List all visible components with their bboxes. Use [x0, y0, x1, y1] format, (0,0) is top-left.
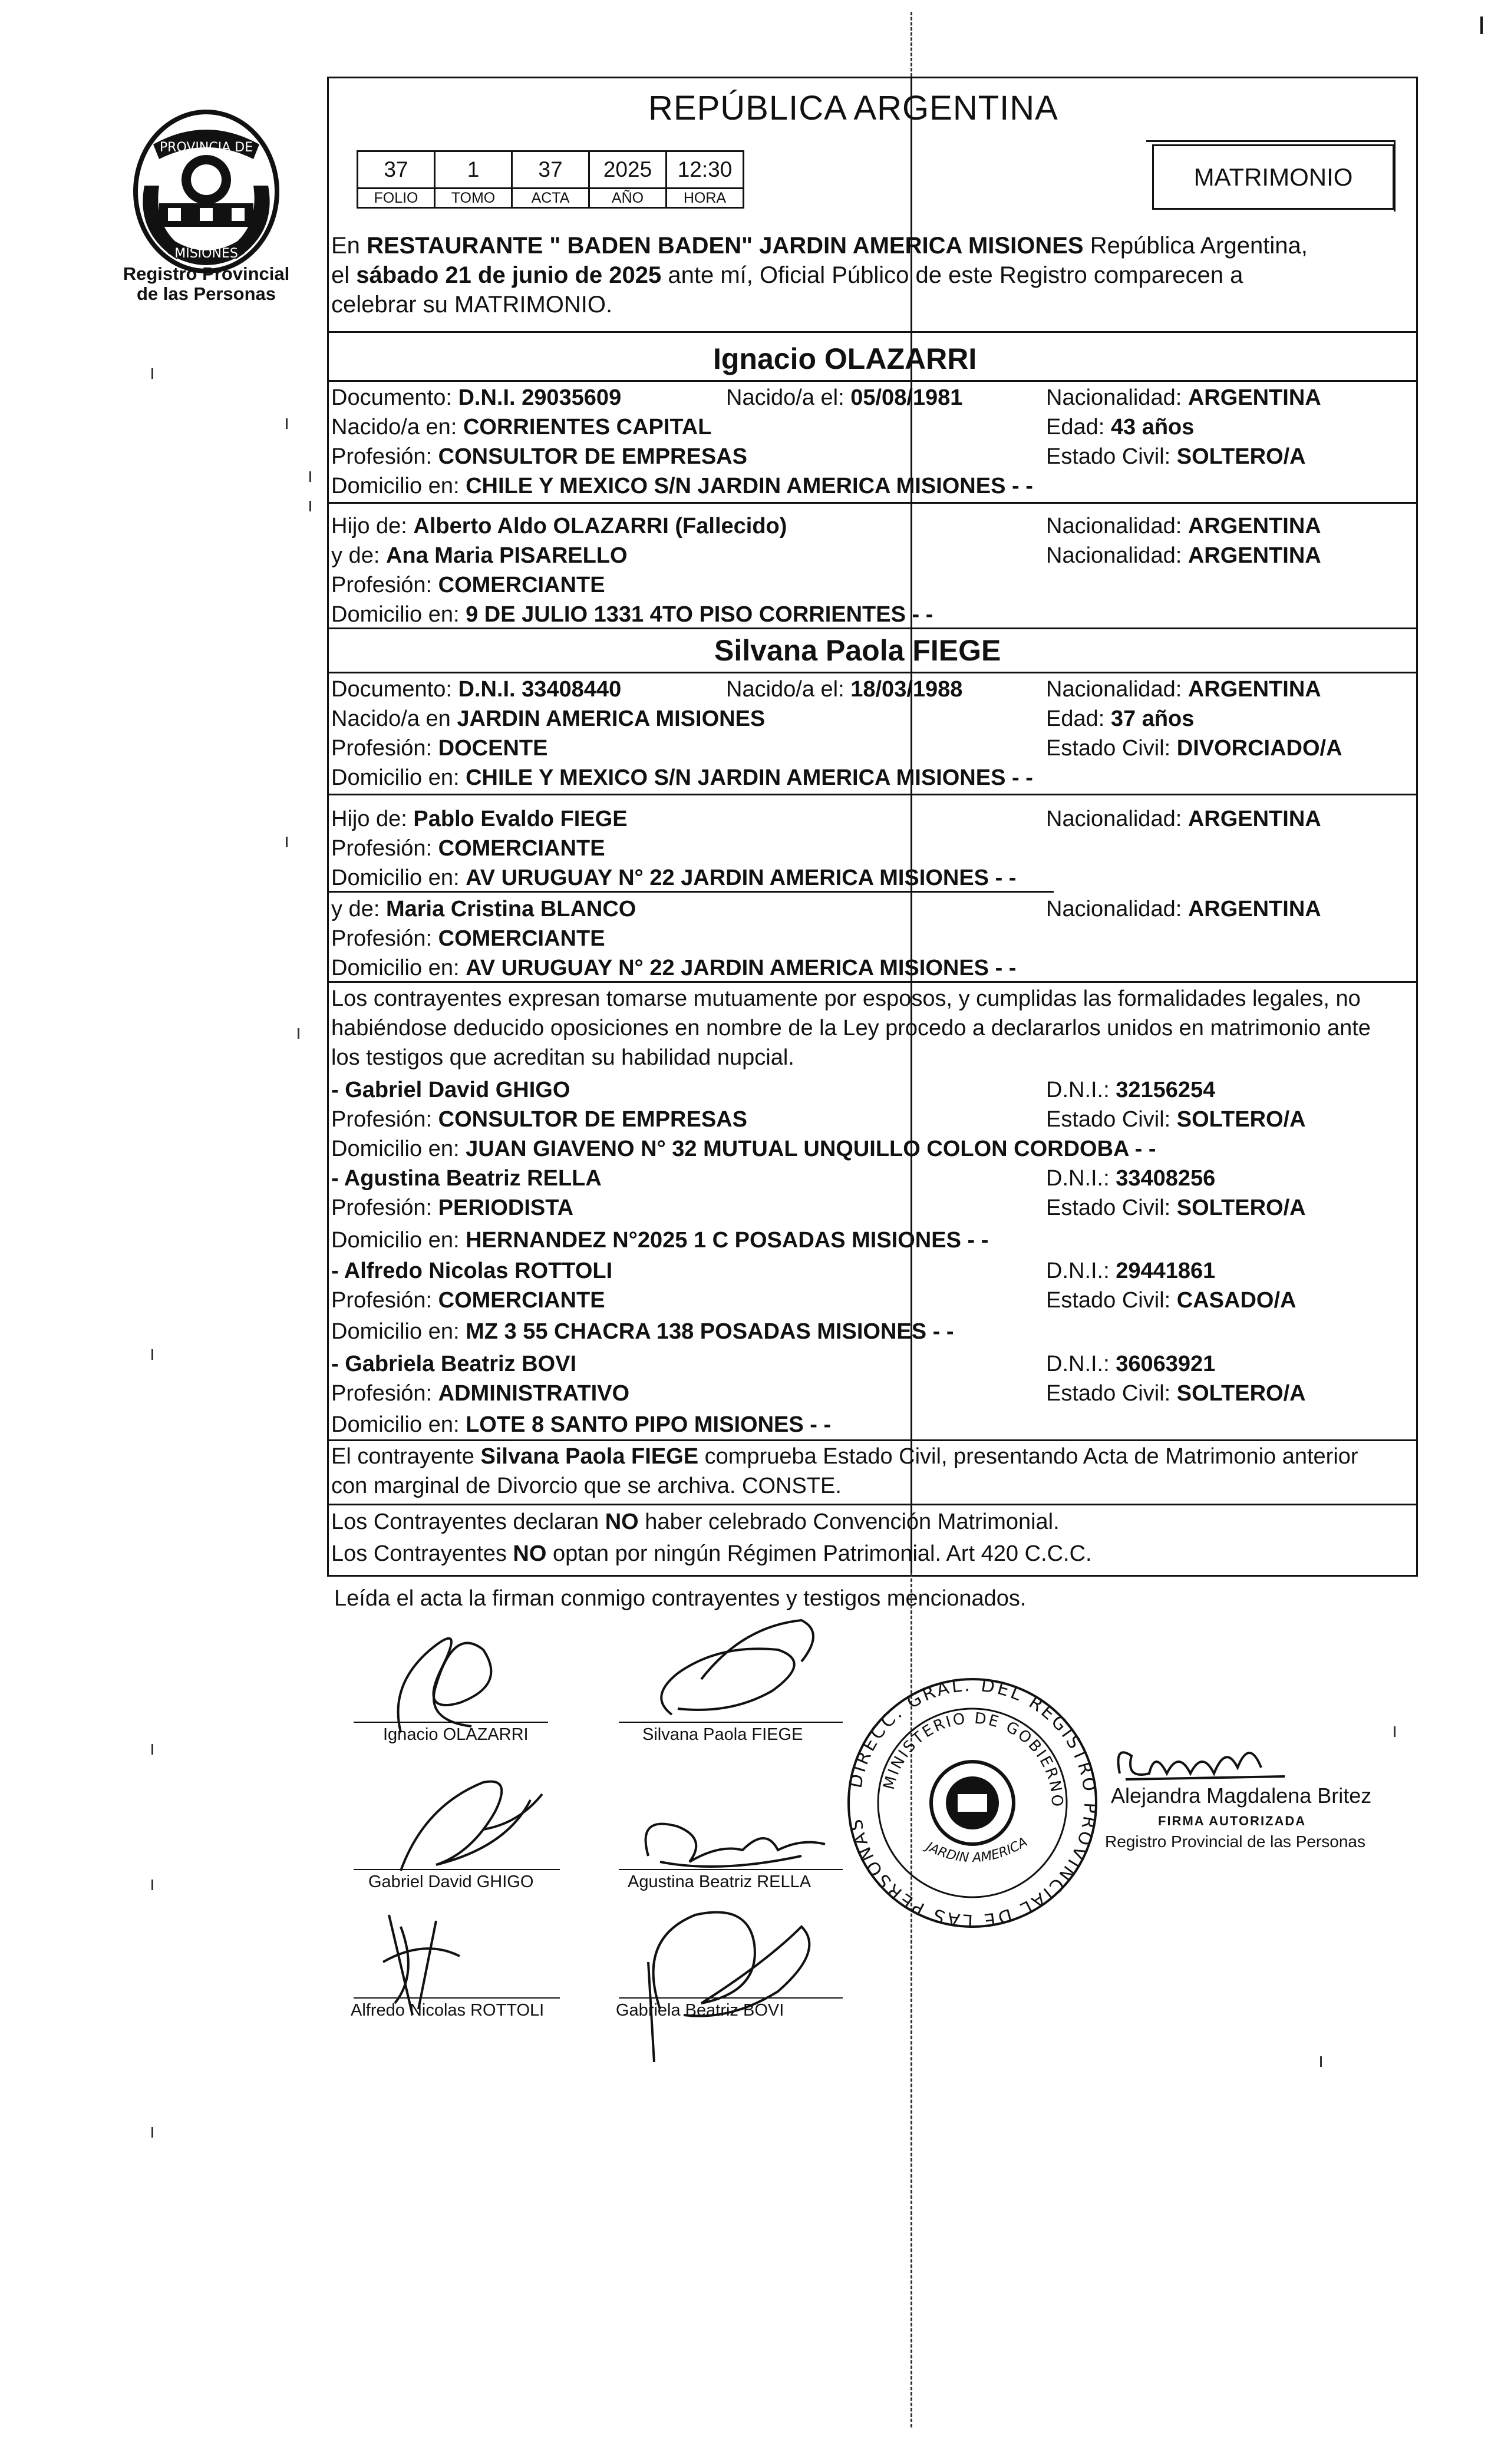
witness-address: Domicilio en: HERNANDEZ N°2025 1 C POSADAS MISIONES - - [331, 1228, 989, 1253]
spouse2-father-address: Domicilio en: AV URUGUAY N° 22 JARDIN AMERICA MISIONES - - [331, 866, 1017, 890]
spouse2-profession: Profesión: DOCENTE [331, 736, 548, 761]
divider [327, 891, 1054, 893]
signer-name: Alfredo Nicolas ROTTOLI [351, 2001, 545, 2020]
spouse2-father: Hijo de: Pablo Evaldo FIEGE [331, 807, 628, 831]
signer-name: Agustina Beatriz RELLA [628, 1872, 811, 1891]
declaration-line-2: habiéndose deducido oposiciones en nombre de la Ley procedo a declararlos unidos en matrimonio ante [331, 1016, 1371, 1041]
spouse2-mother: y de: Maria Cristina BLANCO [331, 897, 636, 921]
declaration-line-1: Los contrayentes expresan tomarse mutuamente por esposos, y cumplidas las formalidades legales, no [331, 986, 1361, 1011]
tomo-label: TOMO [435, 189, 512, 208]
official-org: Registro Provincial de las Personas [1105, 1832, 1365, 1851]
scan-mark [309, 471, 311, 482]
spouse1-address: Domicilio en: CHILE Y MEXICO S/N JARDIN AMERICA MISIONES - - [331, 474, 1033, 498]
divorce-note-line-1: El contrayente Silvana Paola FIEGE comprueba Estado Civil, presentando Acta de Matrimonio anterior [331, 1444, 1358, 1469]
handwritten-signature [625, 1608, 837, 1732]
spouse1-nationality: Nacionalidad: ARGENTINA [1046, 385, 1321, 410]
anio-value: 2025 [589, 151, 667, 189]
spouse1-profession: Profesión: CONSULTOR DE EMPRESAS [331, 444, 747, 469]
folio-label: FOLIO [358, 189, 435, 208]
registry-data-table [357, 150, 744, 209]
doc-type-box: MATRIMONIO [1152, 144, 1394, 210]
spouse2-nationality: Nacionalidad: ARGENTINA [1046, 677, 1321, 702]
scan-mark [286, 837, 288, 847]
spouse2-father-profession: Profesión: COMERCIANTE [331, 836, 605, 861]
anio-label: AÑO [589, 189, 667, 208]
spouse2-birthdate: Nacido/a el: 18/03/1988 [726, 677, 963, 702]
signature-line [619, 1869, 843, 1870]
signature-line [354, 1869, 560, 1870]
convention-line-2: Los Contrayentes NO optan por ningún Régimen Patrimonial. Art 420 C.C.C. [331, 1541, 1092, 1566]
edge-mark [1480, 16, 1483, 34]
witness-name: - Gabriel David GHIGO [331, 1078, 570, 1102]
divider [327, 502, 1416, 504]
spouse1-father-nationality: Nacionalidad: ARGENTINA [1046, 514, 1321, 539]
spouse2-birthplace: Nacido/a en JARDIN AMERICA MISIONES [331, 706, 766, 731]
scan-mark [151, 1744, 153, 1755]
witness-profession: Profesión: ADMINISTRATIVO [331, 1381, 630, 1406]
divider [327, 380, 1416, 382]
closing-statement: Leída el acta la firman conmigo contrayentes y testigos mencionados. [334, 1586, 1027, 1611]
spouse1-parents-profession: Profesión: COMERCIANTE [331, 573, 605, 597]
handwritten-signature [365, 1759, 572, 1882]
scan-mark [151, 368, 153, 379]
spouse1-document: Documento: D.N.I. 29035609 [331, 385, 622, 410]
spouse1-mother-nationality: Nacionalidad: ARGENTINA [1046, 543, 1321, 568]
witness-dni: D.N.I.: 36063921 [1046, 1352, 1216, 1376]
spouse2-mother-profession: Profesión: COMERCIANTE [331, 926, 605, 951]
tomo-value: 1 [435, 151, 512, 189]
spouse1-parents-address: Domicilio en: 9 DE JULIO 1331 4TO PISO CORRIENTES - - [331, 602, 933, 627]
scan-mark [286, 418, 288, 429]
intro-line-1: En RESTAURANTE " BADEN BADEN" JARDIN AMERICA MISIONES República Argentina, [331, 233, 1308, 259]
official-seal [843, 1673, 1102, 1933]
divider [327, 1439, 1416, 1441]
divider [327, 1504, 1416, 1505]
convention-line-1: Los Contrayentes declaran NO haber celebrado Convención Matrimonial. [331, 1510, 1060, 1534]
scan-mark [151, 1880, 153, 1890]
scan-mark [298, 1028, 299, 1039]
witness-civil: Estado Civil: CASADO/A [1046, 1288, 1297, 1313]
svg-text:MISIONES: MISIONES [174, 246, 238, 261]
signature-line [619, 1722, 843, 1723]
divider [327, 981, 1416, 983]
spouse2-mother-nationality: Nacionalidad: ARGENTINA [1046, 897, 1321, 921]
country-heading: REPÚBLICA ARGENTINA [648, 89, 1058, 127]
spouse2-mother-address: Domicilio en: AV URUGUAY N° 22 JARDIN AMERICA MISIONES - - [331, 956, 1017, 980]
witness-address: Domicilio en: MZ 3 55 CHACRA 138 POSADAS MISIONES - - [331, 1319, 954, 1344]
spouse2-name: Silvana Paola FIEGE [714, 634, 1001, 667]
spouse2-document: Documento: D.N.I. 33408440 [331, 677, 622, 702]
fold-line [911, 77, 912, 1573]
signature-line [354, 1722, 548, 1723]
fold-line-top [911, 12, 912, 77]
handwritten-signature [625, 1791, 837, 1885]
spouse1-age: Edad: 43 años [1046, 415, 1195, 440]
witness-profession: Profesión: PERIODISTA [331, 1195, 574, 1220]
official-name: Alejandra Magdalena Britez [1111, 1783, 1372, 1808]
spouse1-father: Hijo de: Alberto Aldo OLAZARRI (Fallecido) [331, 514, 787, 539]
witness-civil: Estado Civil: SOLTERO/A [1046, 1107, 1306, 1132]
scan-mark [151, 2127, 153, 2138]
spouse1-birthdate: Nacido/a el: 05/08/1981 [726, 385, 963, 410]
signer-name: Ignacio OLAZARRI [383, 1725, 529, 1744]
witness-name: - Gabriela Beatriz BOVI [331, 1352, 577, 1376]
divider [327, 672, 1416, 673]
witness-civil: Estado Civil: SOLTERO/A [1046, 1381, 1306, 1406]
scan-mark [1394, 1726, 1396, 1737]
spouse1-birthplace: Nacido/a en: CORRIENTES CAPITAL [331, 415, 712, 440]
scan-mark [309, 501, 311, 511]
divider [327, 627, 1416, 629]
official-title: FIRMA AUTORIZADA [1158, 1814, 1307, 1828]
signature-line [619, 1997, 843, 1999]
intro-line-3: celebrar su MATRIMONIO. [331, 292, 613, 318]
spouse1-name: Ignacio OLAZARRI [713, 342, 977, 375]
hora-label: HORA [667, 189, 744, 208]
spouse1-civil-status: Estado Civil: SOLTERO/A [1046, 444, 1306, 469]
witness-address: Domicilio en: LOTE 8 SANTO PIPO MISIONES - - [331, 1412, 832, 1437]
witness-name: - Alfredo Nicolas ROTTOLI [331, 1259, 613, 1283]
witness-dni: D.N.I.: 29441861 [1046, 1259, 1216, 1283]
divorce-note-line-2: con marginal de Divorcio que se archiva. CONSTE. [331, 1474, 842, 1498]
handwritten-signature [1108, 1720, 1308, 1791]
spouse2-father-nationality: Nacionalidad: ARGENTINA [1046, 807, 1321, 831]
declaration-line-3: los testigos que acreditan su habilidad nupcial. [331, 1045, 794, 1070]
signer-name: Silvana Paola FIEGE [642, 1725, 803, 1744]
witness-address: Domicilio en: JUAN GIAVENO N° 32 MUTUAL UNQUILLO COLON CORDOBA - - [331, 1137, 1156, 1161]
hora-value: 12:30 [667, 151, 744, 189]
witness-dni: D.N.I.: 32156254 [1046, 1078, 1216, 1102]
registry-caption: Registro Provincial de las Personas [123, 263, 290, 304]
divider [327, 794, 1416, 795]
handwritten-signature [613, 1891, 837, 2068]
scan-mark [151, 1349, 153, 1360]
folio-value: 37 [358, 151, 435, 189]
seal-outer-text: DIRECC. GRAL. DEL REGISTRO PROVINCIAL DE LAS PERSONAS [845, 1674, 1101, 1931]
witness-profession: Profesión: CONSULTOR DE EMPRESAS [331, 1107, 747, 1132]
acta-label: ACTA [512, 189, 589, 208]
spouse1-mother: y de: Ana Maria PISARELLO [331, 543, 628, 568]
svg-text:PROVINCIA DE: PROVINCIA DE [159, 140, 253, 155]
acta-value: 37 [512, 151, 589, 189]
scan-mark [1320, 2056, 1322, 2067]
witness-profession: Profesión: COMERCIANTE [331, 1288, 605, 1313]
spouse2-civil-status: Estado Civil: DIVORCIADO/A [1046, 736, 1342, 761]
witness-name: - Agustina Beatriz RELLA [331, 1166, 602, 1191]
province-coat-of-arms-logo [118, 103, 295, 280]
seal-inner-text: MINISTERIO DE GOBIERNO [880, 1709, 1066, 1809]
spouse2-address: Domicilio en: CHILE Y MEXICO S/N JARDIN AMERICA MISIONES - - [331, 765, 1033, 790]
witness-dni: D.N.I.: 33408256 [1046, 1166, 1216, 1191]
intro-line-2: el sábado 21 de junio de 2025 ante mí, Oficial Público de este Registro comparecen a [331, 262, 1243, 288]
signer-name: Gabriela Beatriz BOVI [616, 2001, 784, 2020]
signature-line [354, 1997, 560, 1999]
divider [327, 331, 1416, 333]
spouse2-age: Edad: 37 años [1046, 706, 1195, 731]
seal-bottom-text: JARDIN AMERICA [923, 1835, 1030, 1866]
signer-name: Gabriel David GHIGO [368, 1872, 534, 1891]
witness-civil: Estado Civil: SOLTERO/A [1046, 1195, 1306, 1220]
handwritten-signature [365, 1614, 566, 1738]
